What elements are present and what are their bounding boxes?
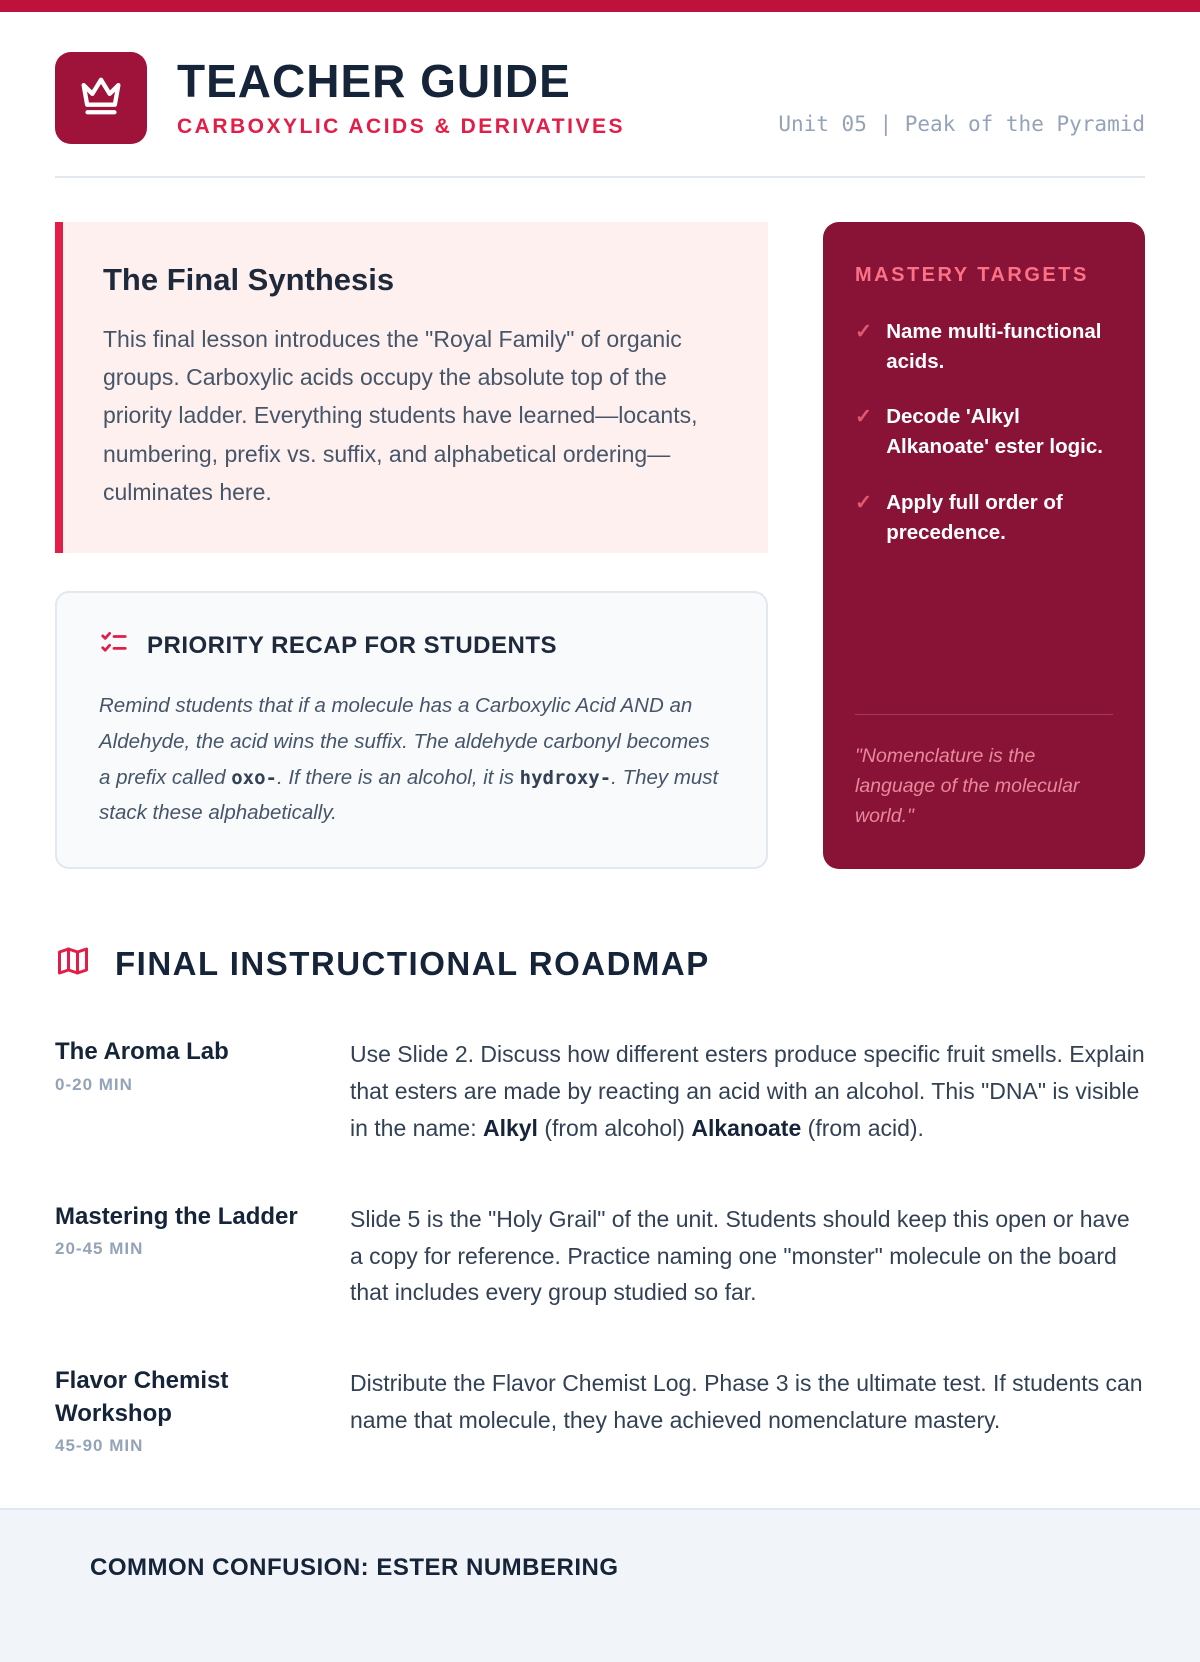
- step-title: The Aroma Lab: [55, 1038, 229, 1066]
- header-text: [177, 57, 625, 138]
- step-text: Distribute the Flavor Chemist Log. Phase 3 is the ultimate test. If students can name that molecule, they have achieved nomenclature mastery.: [350, 1370, 1143, 1433]
- mastery-target-label: Decode 'Alkyl Alkanoate' ester logic.: [886, 405, 1103, 459]
- step-time: 0-20 MIN: [55, 1074, 133, 1094]
- recap-card-title: PRIORITY RECAP FOR STUDENTS: [147, 632, 557, 660]
- step-description: [350, 1365, 1145, 1439]
- recap-card-body: [99, 688, 724, 832]
- roadmap-section: [0, 943, 1200, 1456]
- recap-code-hydroxy: hydroxy-: [519, 766, 612, 789]
- step-label-block: [55, 1201, 350, 1259]
- recap-card: [55, 591, 768, 870]
- step-text: Use Slide 2. Discuss how different esters produce specific fruit smells. Explain that esters are made by reacting an acid with an alcohol. This "DNA" is visible in the name:: [350, 1041, 1145, 1141]
- left-column: [55, 222, 768, 869]
- page-title: TEACHER GUIDE: [177, 55, 571, 108]
- mastery-card-divider: [855, 714, 1113, 715]
- step-label-block: [55, 1036, 350, 1094]
- mastery-targets-list: [855, 317, 1113, 547]
- roadmap-header: [55, 943, 1145, 984]
- step-title: Mastering the Ladder: [55, 1202, 298, 1230]
- mastery-target-label: Apply full order of precedence.: [886, 490, 1063, 544]
- mastery-target-item: [855, 488, 1113, 547]
- intro-card: [55, 222, 768, 553]
- map-icon: [55, 943, 91, 984]
- step-time: 20-45 MIN: [55, 1239, 144, 1259]
- main-section: [0, 222, 1200, 869]
- mastery-card-quote: "Nomenclature is the language of the molecular world.": [855, 744, 1080, 828]
- mastery-card-title: MASTERY TARGETS: [855, 264, 1089, 286]
- header: [0, 12, 1200, 144]
- checklist-icon: [99, 629, 129, 664]
- crown-icon: [75, 70, 127, 127]
- intro-card-title: The Final Synthesis: [103, 262, 395, 297]
- logo: [55, 52, 147, 144]
- check-icon: ✓: [855, 490, 873, 514]
- recap-text: . If there is an alcohol, it is: [276, 765, 520, 789]
- step-bold-alkanoate: Alkanoate: [691, 1114, 802, 1141]
- step-bold-alkyl: Alkyl: [482, 1114, 538, 1141]
- recap-text: Remind students that if a molecule has a Carboxylic Acid AND an Aldehyde, the acid wins the suffix. The aldehyde carbonyl becomes a prefix called: [99, 693, 710, 789]
- roadmap-step-aroma-lab: [55, 1036, 1145, 1146]
- roadmap-step-flavor-chemist: [55, 1365, 1145, 1456]
- roadmap-step-mastering-ladder: [55, 1201, 1145, 1311]
- check-icon: ✓: [855, 320, 873, 343]
- step-text: (from alcohol): [537, 1114, 692, 1141]
- recap-text: . They must stack these alphabetically.: [99, 765, 719, 825]
- mastery-targets-card: [823, 222, 1145, 869]
- common-confusion-section: [0, 1508, 1200, 1662]
- step-description: [350, 1036, 1145, 1146]
- roadmap-steps: [55, 1036, 1145, 1456]
- roadmap-title: FINAL INSTRUCTIONAL ROADMAP: [115, 944, 710, 982]
- recap-code-oxo: oxo-: [231, 766, 277, 789]
- mastery-card-spacer: [855, 547, 1113, 713]
- step-time: 45-90 MIN: [55, 1435, 144, 1455]
- right-column: [823, 222, 1145, 869]
- page-subtitle: CARBOXYLIC ACIDS & DERIVATIVES: [177, 114, 625, 138]
- unit-label: Unit 05 | Peak of the Pyramid: [778, 112, 1145, 136]
- mastery-target-item: [855, 317, 1113, 376]
- mastery-target-item: [855, 402, 1113, 461]
- mastery-target-label: Name multi-functional acids.: [886, 320, 1102, 373]
- step-text: Slide 5 is the "Holy Grail" of the unit. Students should keep this open or have a copy for reference. Practice naming one "monster" molecule on the board that includes every group studied so far.: [350, 1205, 1130, 1306]
- check-icon: ✓: [855, 405, 873, 429]
- step-title: Flavor Chemist Workshop: [55, 1367, 229, 1427]
- intro-card-body: This final lesson introduces the "Royal Family" of organic groups. Carboxylic acids occupy the absolute top of the priority ladder. Everything students have learned—locants, numbering, prefix vs. suffix, and alphabetical ordering—culminates here.: [103, 326, 698, 505]
- header-divider: [55, 176, 1145, 178]
- step-description: [350, 1201, 1145, 1311]
- top-accent-bar: [0, 0, 1200, 12]
- step-text: (from acid).: [801, 1114, 924, 1141]
- common-confusion-title: COMMON CONFUSION: ESTER NUMBERING: [90, 1553, 619, 1581]
- step-label-block: [55, 1365, 350, 1456]
- recap-card-header: [99, 629, 724, 664]
